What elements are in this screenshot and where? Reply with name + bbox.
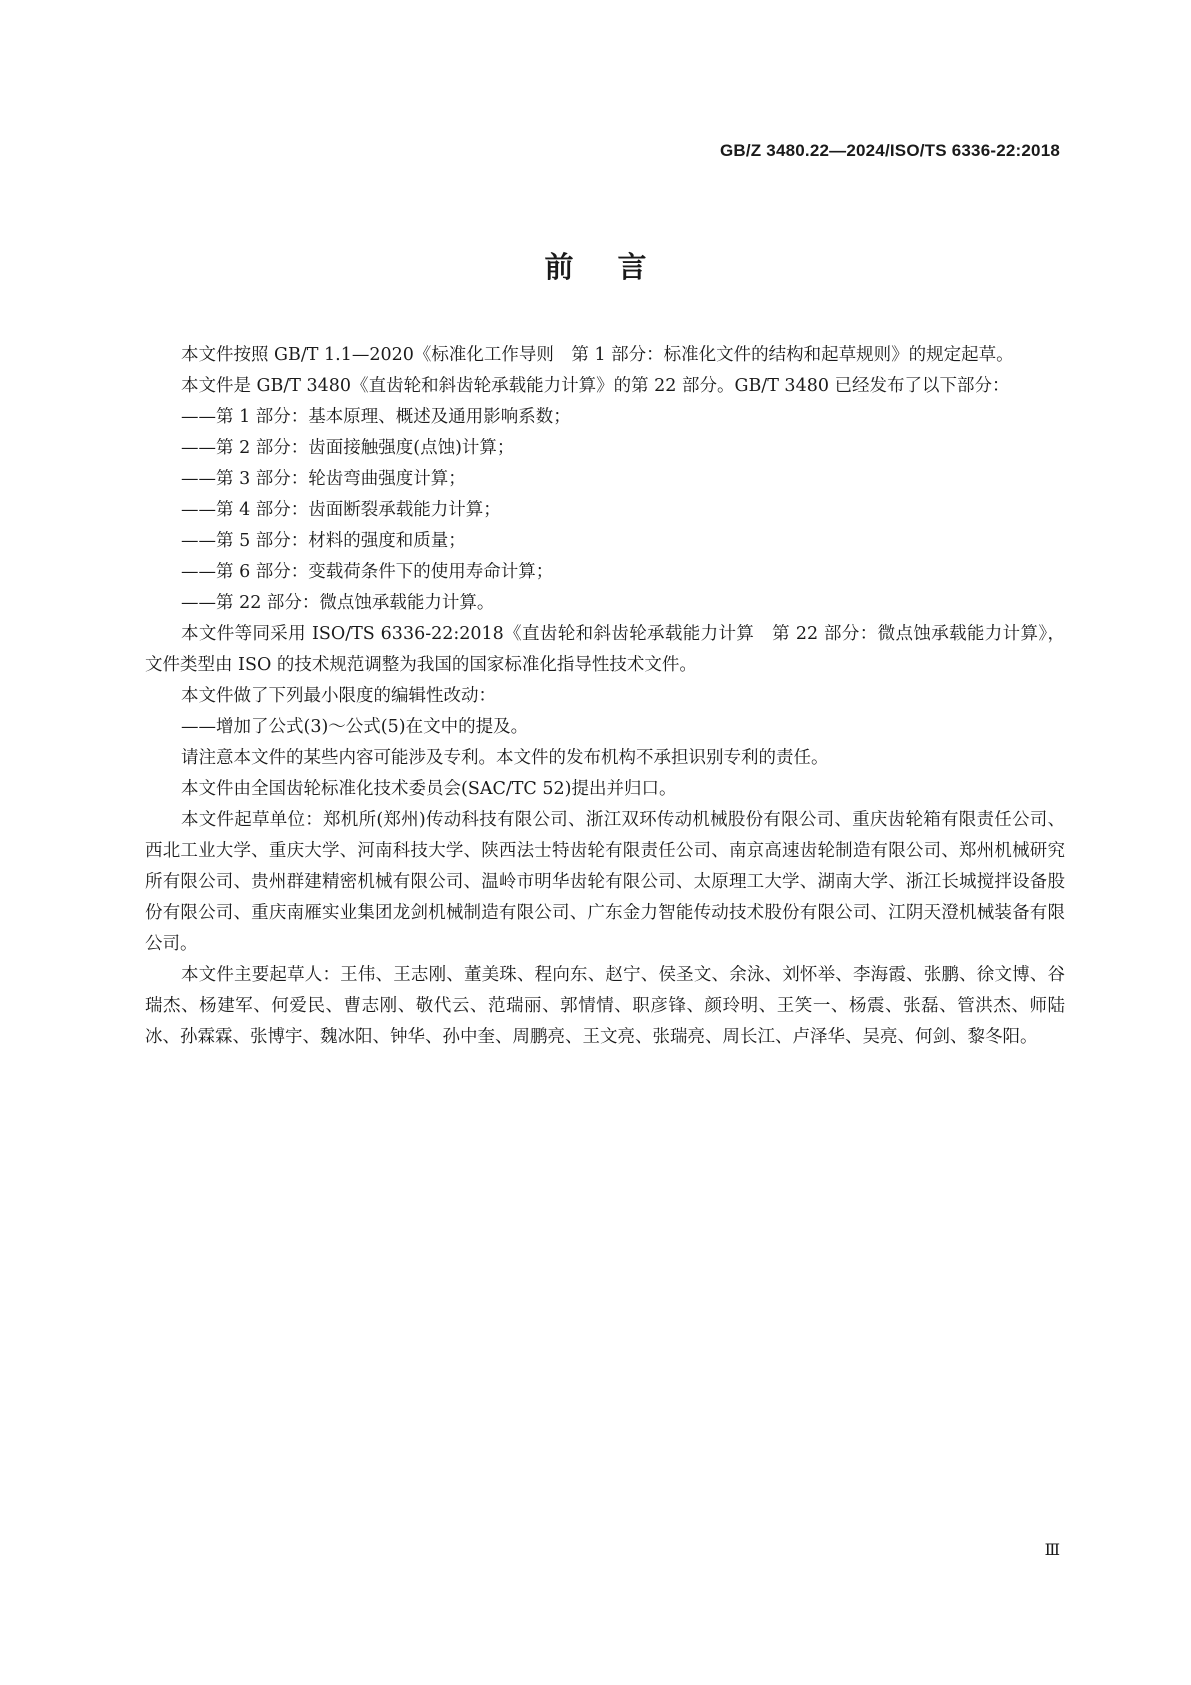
- paragraph-proposer: 本文件由全国齿轮标准化技术委员会(SAC/TC 52)提出并归口。: [181, 779, 677, 799]
- list-item-part-3: ——第 3 部分：轮齿弯曲强度计算；: [181, 469, 466, 489]
- standard-code-header: GB/Z 3480.22—2024/ISO/TS 6336-22:2018: [719, 141, 1060, 160]
- page-title: 前言: [544, 250, 691, 284]
- list-item-part-4: ——第 4 部分：齿面断裂承载能力计算；: [181, 500, 501, 520]
- paragraph-part-intro: 本文件是 GB/T 3480《直齿轮和斜齿轮承载能力计算》的第 22 部分。GB/T 3480 已经发布了以下部分：: [181, 376, 1010, 396]
- paragraph-patent-notice: 请注意本文件的某些内容可能涉及专利。本文件的发布机构不承担识别专利的责任。: [181, 748, 829, 768]
- paragraph-drafting-units: 本文件起草单位：郑机所(郑州)传动科技有限公司、浙江双环传动机械股份有限公司、重庆齿轮箱有限责任公司、西北工业大学、重庆大学、河南科技大学、陕西法士特齿轮有限责任公司、南京高速齿轮制造有限公司、郑州机械研究所有限公司、贵州群建精密机械有限公司、温岭市明华齿轮有限公司、太原理工大学、湖南大学、浙江长城搅拌设备股份有限公司、重庆南雁实业集团龙剑机械制造有限公司、广东金力智能传动技术股份有限公司、江阴天澄机械装备有限公司。: [145, 810, 1065, 954]
- paragraph-editorial-changes: 本文件做了下列最小限度的编辑性改动：: [181, 686, 496, 706]
- list-item-part-22: ——第 22 部分：微点蚀承载能力计算。: [181, 593, 495, 613]
- foreword-body: [145, 340, 1065, 1053]
- paragraph-drafters: 本文件主要起草人：王伟、王志刚、董美珠、程向东、赵宁、侯圣文、余泳、刘怀举、李海霞、张鹏、徐文博、谷瑞杰、杨建军、何爱民、曹志刚、敬代云、范瑞丽、郭情情、职彦锋、颜玲明、王笑一、杨震、张磊、管洪杰、师陆冰、孙霖霖、张博宇、魏冰阳、钟华、孙中奎、周鹏亮、王文亮、张瑞亮、周长江、卢泽华、吴亮、何剑、黎冬阳。: [145, 965, 1065, 1047]
- list-item-part-5: ——第 5 部分：材料的强度和质量；: [181, 531, 466, 551]
- paragraph-drafting-rules: 本文件按照 GB/T 1.1—2020《标准化工作导则 第 1 部分：标准化文件的结构和起草规则》的规定起草。: [181, 345, 1014, 365]
- list-item-part-2: ——第 2 部分：齿面接触强度(点蚀)计算；: [181, 438, 515, 458]
- list-item-formula-change: ——增加了公式(3)～公式(5)在文中的提及。: [181, 717, 529, 737]
- list-item-part-1: ——第 1 部分：基本原理、概述及通用影响系数；: [181, 407, 571, 427]
- list-item-part-6: ——第 6 部分：变载荷条件下的使用寿命计算；: [181, 562, 554, 582]
- page-number: Ⅲ: [1044, 1540, 1060, 1559]
- paragraph-adoption: 本文件等同采用 ISO/TS 6336-22:2018《直齿轮和斜齿轮承载能力计算 第 22 部分：微点蚀承载能力计算》，文件类型由 ISO 的技术规范调整为我国的国家标准化指导性技术文件。: [145, 624, 1065, 675]
